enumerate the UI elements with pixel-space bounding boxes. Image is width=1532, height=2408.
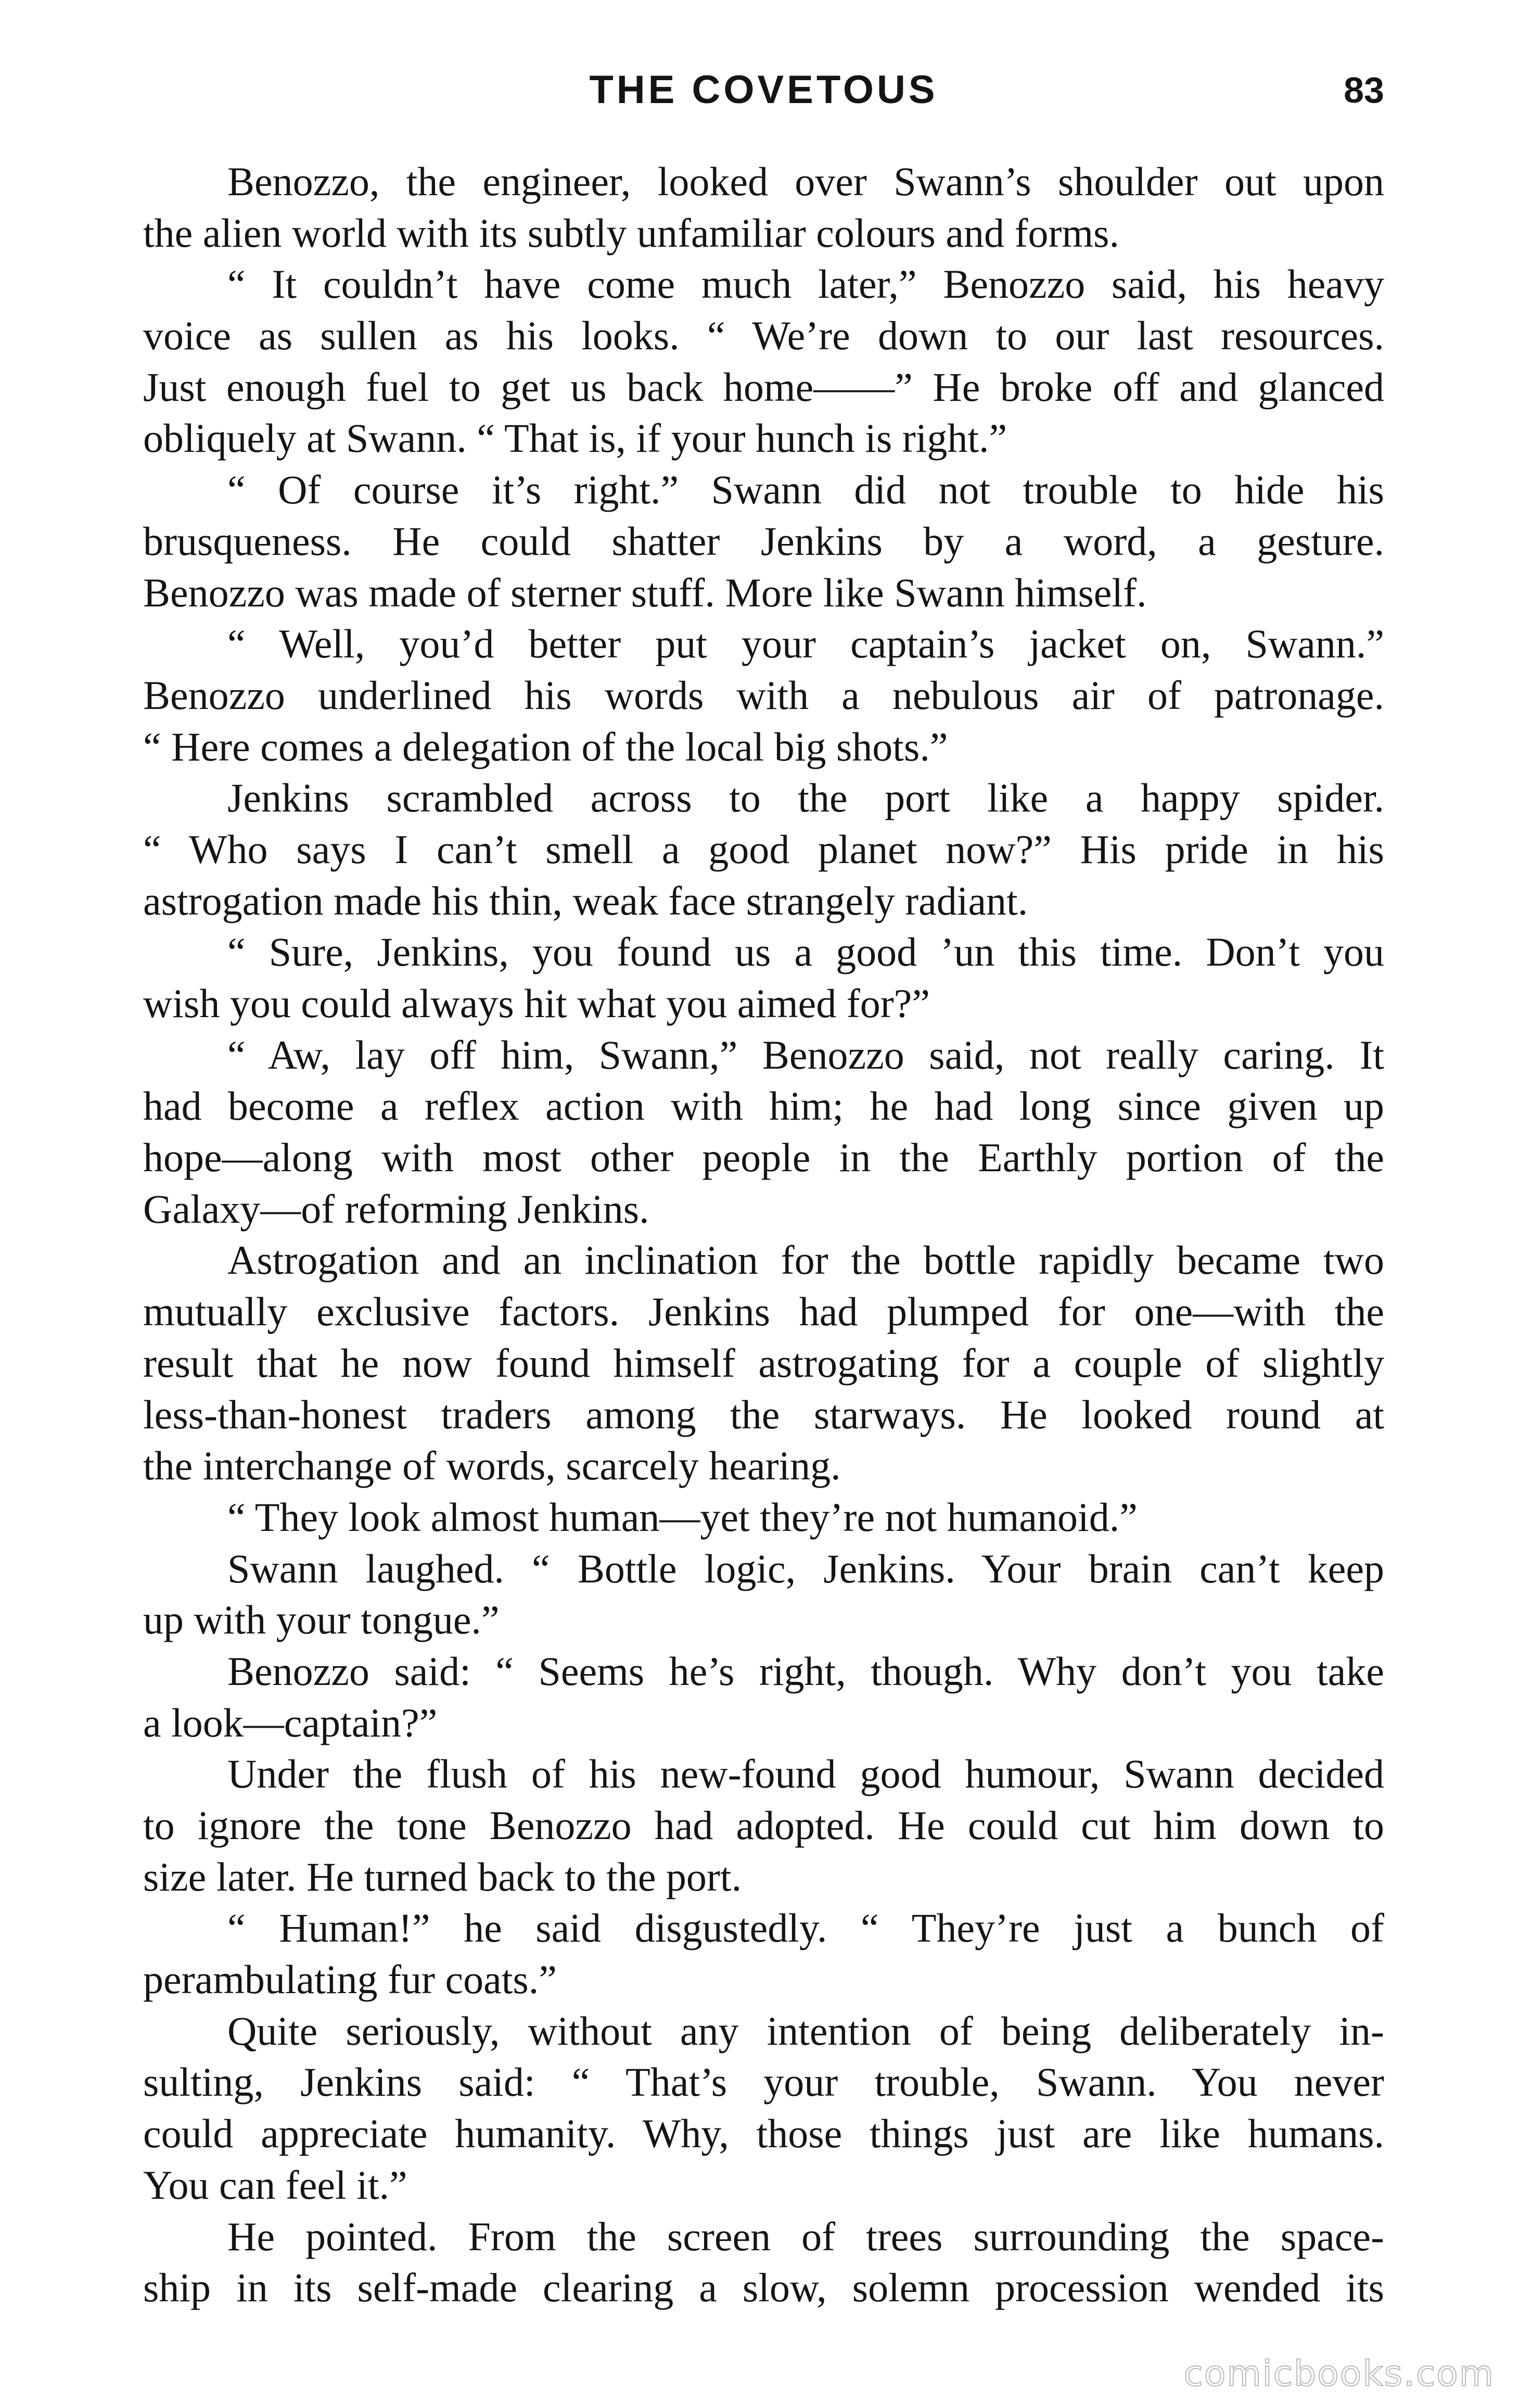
text-line: the alien world with its subtly unfamiliar colours and forms. [143, 210, 1119, 256]
text-line: Benozzo was made of sterner stuff. More like Swann himself. [143, 569, 1147, 615]
text-line: Benozzo underlined his words with a nebulous air of patronage. [143, 672, 1384, 718]
text-line: hope—along with most other people in the Earthly portion of the [143, 1135, 1384, 1181]
text-line: Swann laughed. “ Bottle logic, Jenkins. Your brain can’t keep [227, 1545, 1384, 1591]
text-line: wish you could always hit what you aimed for?” [143, 981, 930, 1026]
text-line: less-than-honest traders among the starways. He looked round at [143, 1391, 1384, 1437]
page-number: 83 [1344, 70, 1384, 110]
text-line: “ Who says I can’t smell a good planet now?” His pride in his [143, 826, 1384, 872]
text-line: Benozzo, the engineer, looked over Swann’s shoulder out upon [227, 159, 1384, 204]
text-line: sulting, Jenkins said: “ That’s your trouble, Swann. You never [143, 2059, 1384, 2105]
text-line: “ Human!” he said disgustedly. “ They’re just a bunch of [227, 1905, 1384, 1951]
running-head [143, 61, 1384, 119]
text-line: perambulating fur coats.” [143, 1957, 557, 2003]
text-line: “ They look almost human—yet they’re not humanoid.” [227, 1494, 1138, 1540]
text-line: could appreciate humanity. Why, those things just are like humans. [143, 2111, 1384, 2157]
body-text [143, 156, 1384, 2314]
text-line: Astrogation and an inclination for the bottle rapidly became two [227, 1237, 1384, 1283]
text-line: to ignore the tone Benozzo had adopted. He could cut him down to [143, 1803, 1384, 1848]
text-line: He pointed. From the screen of trees surrounding the space- [227, 2213, 1384, 2259]
text-line: You can feel it.” [143, 2162, 407, 2208]
text-line: a look—captain?” [143, 1700, 438, 1745]
text-line: “ Aw, lay off him, Swann,” Benozzo said, not really caring. It [227, 1032, 1384, 1078]
text-line: brusqueness. He could shatter Jenkins by a word, a gesture. [143, 518, 1384, 564]
text-line: had become a reflex action with him; he had long since given up [143, 1083, 1384, 1129]
running-title: THE COVETOUS [589, 68, 938, 112]
text-line: Jenkins scrambled across to the port like a happy spider. [227, 775, 1384, 821]
text-line: Just enough fuel to get us back home——” He broke off and glanced [143, 364, 1384, 410]
watermark: comicbooks.com [1183, 2353, 1495, 2394]
text-line: Under the flush of his new-found good humour, Swann decided [227, 1751, 1384, 1797]
text-line: up with your tongue.” [143, 1597, 500, 1643]
text-line: Quite seriously, without any intention of being deliberately in- [227, 2008, 1384, 2054]
text-line: mutually exclusive factors. Jenkins had plumped for one—with the [143, 1289, 1384, 1335]
text-line: Galaxy—of reforming Jenkins. [143, 1186, 649, 1232]
text-line: “ Of course it’s right.” Swann did not trouble to hide his [227, 467, 1384, 513]
text-line: “ Sure, Jenkins, you found us a good ’un this time. Don’t you [227, 929, 1384, 975]
text-line: size later. He turned back to the port. [143, 1854, 742, 1899]
text-line: Benozzo said: “ Seems he’s right, though. Why don’t you take [227, 1648, 1384, 1694]
text-line: “ It couldn’t have come much later,” Benozzo said, his heavy [227, 261, 1384, 307]
text-line: “ Well, you’d better put your captain’s jacket on, Swann.” [227, 621, 1384, 667]
text-line: the interchange of words, scarcely hearing. [143, 1443, 841, 1489]
text-line: astrogation made his thin, weak face strangely radiant. [143, 878, 1028, 923]
text-line: obliquely at Swann. “ That is, if your hunch is right.” [143, 415, 1007, 461]
text-line: ship in its self-made clearing a slow, solemn procession wended its [143, 2265, 1384, 2311]
text-line: result that he now found himself astrogating for a couple of slightly [143, 1340, 1384, 1386]
text-line: “ Here comes a delegation of the local big shots.” [143, 724, 948, 769]
text-line: voice as sullen as his looks. “ We’re down to our last resources. [143, 313, 1384, 359]
